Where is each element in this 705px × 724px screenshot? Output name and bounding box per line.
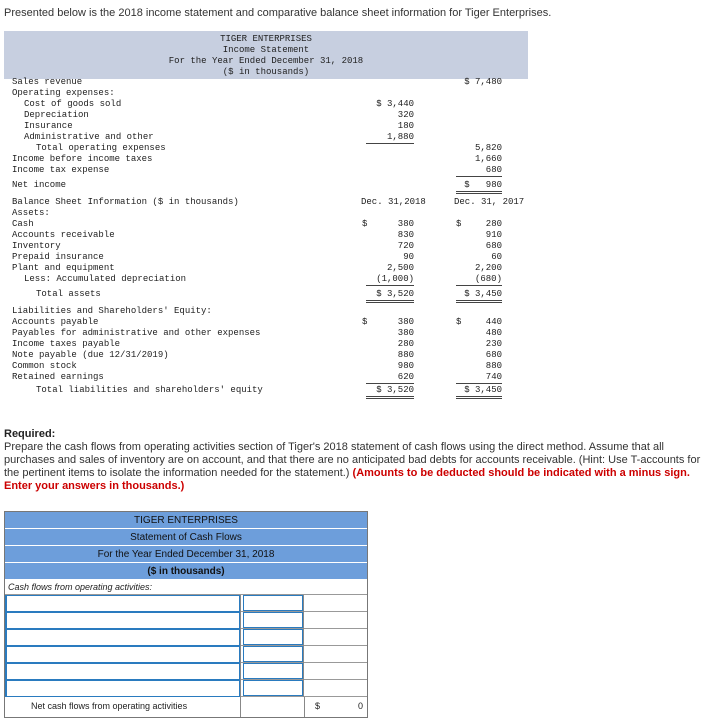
cf-subtitle: Statement of Cash Flows [5, 529, 367, 546]
bs-assets-label: Assets: [12, 208, 50, 218]
bs-row: Retained earnings 620 740 [12, 372, 502, 382]
cf-title: TIGER ENTERPRISES [5, 512, 367, 529]
bs-total-liab: Total liabilities and shareholders' equity $ 3,520 $ 3,450 [4, 385, 528, 396]
income-statement-units: ($ in thousands) [222, 67, 310, 77]
cf-label-input[interactable] [5, 680, 240, 697]
cf-total-currency: $ [315, 701, 321, 711]
cf-input-row [5, 612, 367, 629]
cf-label-input[interactable] [5, 629, 240, 646]
cf-amount-input[interactable] [243, 629, 303, 645]
bs-row: Income taxes payable 280 230 [12, 339, 502, 349]
is-row: Insurance 180 [24, 121, 414, 131]
bs-row: Less: Accumulated depreciation (1,000) (680) [24, 274, 502, 284]
cf-amount-input[interactable] [243, 595, 303, 611]
required-section [4, 428, 704, 493]
required-title: Required: [4, 428, 56, 440]
cf-amount-input[interactable] [243, 680, 303, 696]
cf-label-input[interactable] [5, 595, 240, 612]
cf-input-row [5, 646, 367, 663]
bs-row: Note payable (due 12/31/2019) 880 680 [12, 350, 502, 360]
cf-input-row [5, 680, 367, 697]
cf-input-row [5, 663, 367, 680]
cf-label-input[interactable] [5, 612, 240, 629]
is-row: Sales revenue $ 7,480 [12, 77, 502, 87]
bs-row: Accounts receivable 830 910 [12, 230, 502, 240]
is-row: Net income $ 980 [4, 180, 528, 191]
cf-amount-input[interactable] [243, 612, 303, 628]
cf-section-label: Cash flows from operating activities: [5, 580, 367, 595]
cf-input-row [5, 595, 367, 612]
bs-row: Prepaid insurance 90 60 [12, 252, 502, 262]
bs-header-row: Balance Sheet Information ($ in thousands) Dec. 31,2018 Dec. 31, 2017 [12, 197, 525, 207]
cf-label-input[interactable] [5, 663, 240, 680]
is-row: Administrative and other 1,880 [24, 132, 414, 142]
is-row: Total operating expenses 5,820 [36, 143, 502, 153]
cf-label-input[interactable] [5, 646, 240, 663]
financial-statements [4, 31, 528, 411]
bs-row: Accounts payable $ 380 $ 440 [12, 317, 502, 327]
cf-units: ($ in thousands) [5, 563, 367, 580]
bs-total-assets: Total assets $ 3,520 $ 3,450 [4, 289, 528, 300]
is-row: Operating expenses: [12, 88, 115, 98]
cash-flow-table [4, 511, 368, 718]
required-body: Prepare the cash flows from operating activities section of Tiger's 2018 statement of cash flows using the direct method. Assume that all purchases and sales of inventory are on account, and that there are no anticipated bad debts for accounts receivable. (Hint: Use T-accounts for the pertinent items to isolate the information needed for the statement.) [4, 441, 701, 479]
bs-row: Cash $ 380 $ 280 [12, 219, 502, 229]
cf-input-row [5, 629, 367, 646]
income-statement-subtitle: Income Statement [222, 45, 310, 55]
cf-total-value: 0 [357, 701, 363, 711]
is-row: Income tax expense 680 [12, 165, 502, 175]
income-statement-title: TIGER ENTERPRISES [220, 34, 312, 44]
bs-row: Inventory 720 680 [12, 241, 502, 251]
bs-liab-label: Liabilities and Shareholders' Equity: [12, 306, 212, 316]
is-row: Depreciation 320 [24, 110, 414, 120]
bs-row: Plant and equipment 2,500 2,200 [12, 263, 502, 273]
required-highlight: (Amounts to be deducted should be indicated with a minus sign. Enter your answers in thousands.) [4, 467, 690, 492]
bs-row: Common stock 980 880 [12, 361, 502, 371]
cf-total-row [5, 697, 367, 717]
is-row: Cost of goods sold $ 3,440 [24, 99, 414, 109]
cf-period: For the Year Ended December 31, 2018 [5, 546, 367, 563]
cf-amount-input[interactable] [243, 646, 303, 662]
intro-text: Presented below is the 2018 income statement and comparative balance sheet information for Tiger Enterprises. [4, 7, 552, 19]
cf-total-label: Net cash flows from operating activities [31, 701, 188, 711]
bs-row: Payables for administrative and other expenses 380 480 [12, 328, 502, 338]
income-statement-period: For the Year Ended December 31, 2018 [168, 56, 364, 66]
cf-amount-input[interactable] [243, 663, 303, 679]
is-row: Income before income taxes 1,660 [12, 154, 502, 164]
